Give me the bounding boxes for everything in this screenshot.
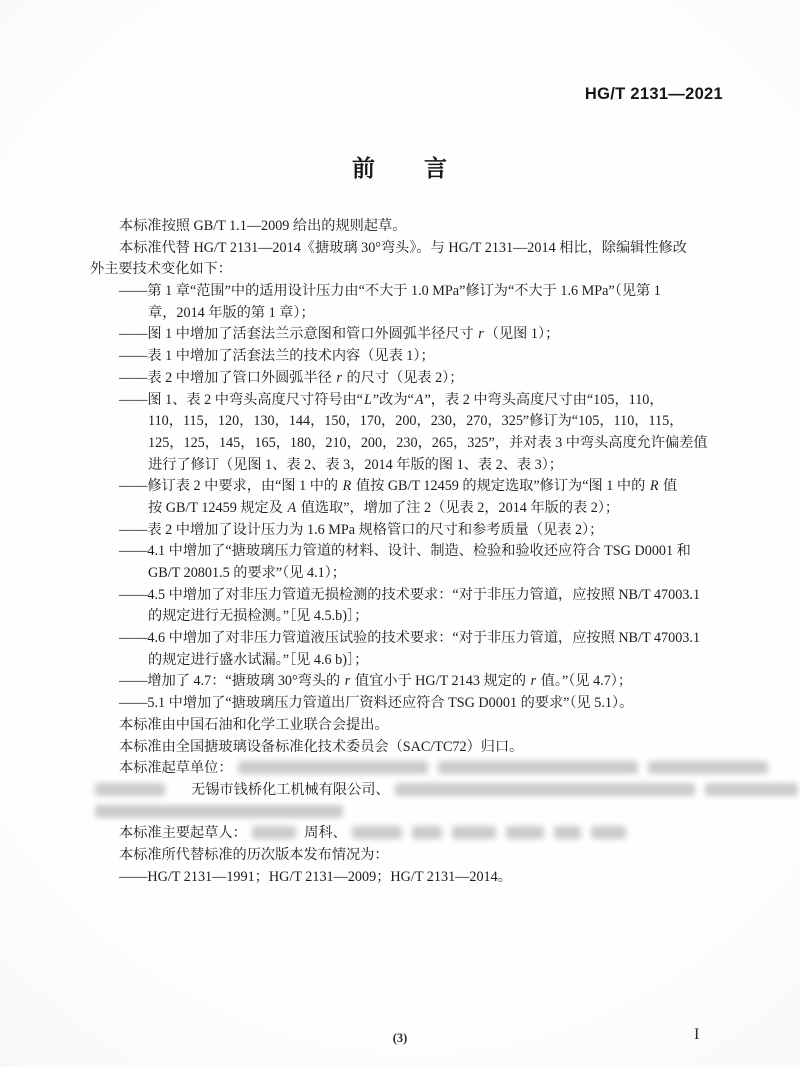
math-variable: r [344,673,351,690]
redacted-text-block [648,761,768,774]
text-line: ——HG/T 2131—1991；HG/T 2131—2009；HG/T 2131—2014。 [119,868,512,885]
foreword-title: 前 言 [352,155,448,181]
footer-sheet-number: (3) [392,1031,408,1045]
redacted-text-block [238,761,428,774]
redacted-text-block [95,805,343,818]
math-variable: A [287,499,297,516]
text-line: ——修订表 2 中要求，由“图 1 中的 R 值按 GB/T 12459 的规定选取”修订为“图 1 中的 R 值 [119,478,678,495]
text-line: ——表 1 中增加了活套法兰的技术内容（见表 1）； [119,348,435,365]
redacted-text-block [506,826,544,839]
text-line: 按 GB/T 12459 规定及 A 值选取”，增加了注 2（见表 2，2014 年版的表 2）； [148,499,620,516]
math-variable: L [363,391,372,408]
text-line: ——5.1 中增加了“搪玻璃压力管道出厂资料还应符合 TSG D0001 的要求”（见 5.1）。 [119,695,634,712]
text-line: 本标准所代替标准的历次版本发布情况为： [119,846,389,863]
math-variable: A [414,391,424,408]
text-line: ——第 1 章“范围”中的适用设计压力由“不大于 1.0 MPa”修订为“不大于 1.6 MPa”（见第 1 [119,283,661,300]
redacted-text-block [252,826,296,839]
text-line: 本标准代替 HG/T 2131—2014《搪玻璃 30°弯头》。与 HG/T 2131—2014 相比，除编辑性修改 [119,239,687,256]
standard-code: HG/T 2131—2021 [584,85,723,103]
math-variable: r [336,369,342,386]
redacted-text-block [591,826,626,839]
text-line: 本标准由全国搪玻璃设备标准化技术委员会（SAC/TC72）归口。 [119,738,524,755]
math-variable: r [478,326,484,343]
redacted-text-block [554,826,581,839]
text-line: 本标准由中国石油和化学工业联合会提出。 [119,716,389,733]
text-line [90,802,730,824]
text-line: ——图 1、表 2 中弯头高度尺寸符号由“L”改为“A”，表 2 中弯头高度尺寸由“105，110， [119,391,664,408]
foreword-body [90,216,730,888]
redacted-text-block [452,826,496,839]
math-variable: R [649,478,659,495]
redacted-text-block [95,783,165,796]
redacted-text-block [438,761,638,774]
text-line: 进行了修订（见图 1、表 2、表 3，2014 年版的图 1、表 2、表 3）； [148,456,563,473]
text-line: 125，125，145，165，180，210，200，230，265，325”，并对表 3 中弯头高度允许偏差值 [148,434,708,451]
text-line: 110，115，120，130，144，150，170，200，230，270，325”修订为“105，110，115， [148,413,684,430]
text-line: 的规定进行盛水试漏。”［见 4.6 b)］； [148,651,369,668]
text-line: ——图 1 中增加了活套法兰示意图和管口外圆弧半径尺寸 r（见图 1）； [119,326,560,343]
text-line: 本标准起草单位： [90,758,730,780]
math-variable: r [530,673,537,690]
text-line: ——表 2 中增加了管口外圆弧半径 r 的尺寸（见表 2）； [119,369,464,386]
text-line: 无锡市钱桥化工机械有限公司、 [90,780,730,802]
text-line: ——4.1 中增加了“搪玻璃压力管道的材料、设计、制造、检验和验收还应符合 TSG D0001 和 [119,543,691,560]
text-line: 本标准按照 GB/T 1.1—2009 给出的规则起草。 [119,218,407,234]
redacted-text-block [395,783,695,796]
redacted-text-block [412,826,442,839]
footer-page-number: I [694,1026,700,1043]
text-line: ——增加了 4.7：“搪玻璃 30°弯头的 r 值宜小于 HG/T 2143 规定的 r 值。”（见 4.7）； [119,673,633,690]
text-line: ——4.5 中增加了对非压力管道无损检测的技术要求：“对于非压力管道，应按照 NB/T 47003.1 [119,586,701,603]
text-line: 本标准主要起草人： 周科、 [90,823,730,845]
redacted-text-block [352,826,402,839]
text-line: GB/T 20801.5 的要求”（见 4.1）； [148,565,346,581]
text-line: ——4.6 中增加了对非压力管道液压试验的技术要求：“对于非压力管道，应按照 NB/T 47003.1 [119,630,701,647]
redacted-text-block [705,783,798,796]
text-line: 章，2014 年版的第 1 章）； [148,304,315,321]
text-line: ——表 2 中增加了设计压力为 1.6 MPa 规格管口的尺寸和参考质量（见表 2）； [119,521,604,538]
math-variable: R [342,478,352,495]
text-line: 外主要技术变化如下： [90,261,232,278]
text-line: 的规定进行无损检测。”［见 4.5.b)］； [148,608,369,625]
